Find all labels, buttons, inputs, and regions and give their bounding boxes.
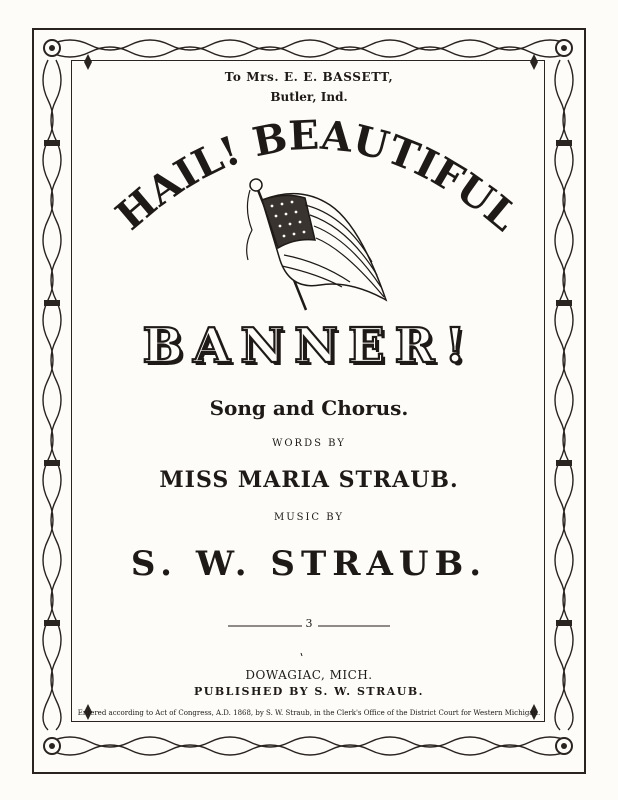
dedication-line: To Mrs. E. E. BASSETT, [224,70,394,84]
composer-name: S. W. STRAUB. [130,544,488,584]
lyricist-name: MISS MARIA STRAUB. [159,467,459,493]
main-title: BANNER! [142,318,476,374]
music-by-label: MUSIC BY [273,512,345,523]
publication-place: DOWAGIAC, MICH. [245,668,373,682]
copyright-notice: Entered according to Act of Congress, A.D. 1868, by S. W. Straub, in the Clerk's Office of the District Court for Western Michigan. [77,709,541,717]
words-by-label: WORDS BY [272,438,346,449]
publisher: PUBLISHED BY S. W. STRAUB. [194,685,424,698]
subtitle: Song and Chorus. [209,396,409,420]
price-number: 3 [305,617,313,630]
dedication-location: Butler, Ind. [270,90,348,104]
title-arc-text: HAIL! BEAUTIFUL [106,111,527,241]
